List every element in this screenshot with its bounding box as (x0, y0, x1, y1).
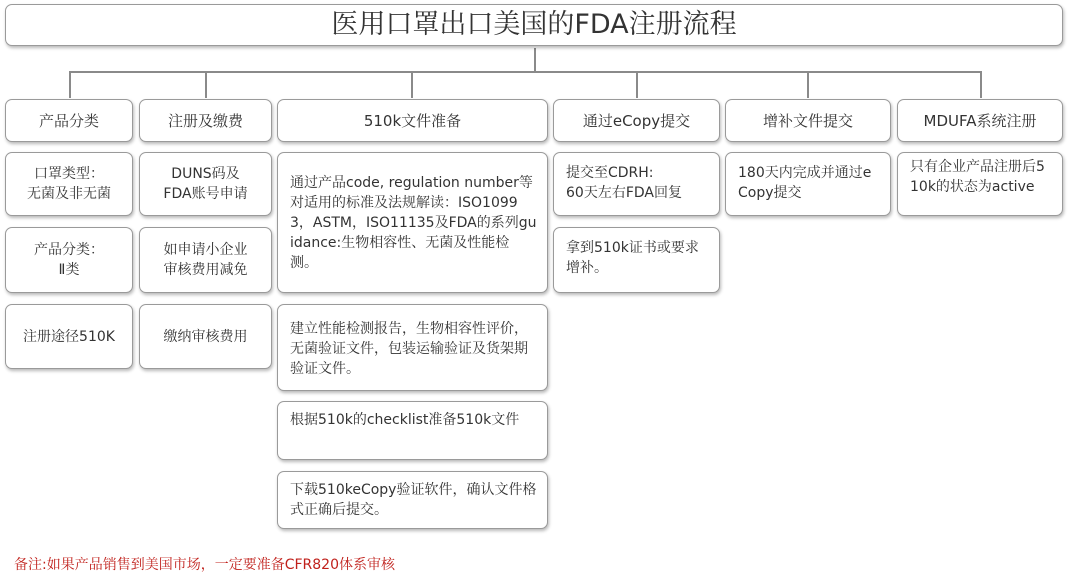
connector-drop-2 (205, 71, 207, 98)
header-registration-fee: 注册及缴费 (139, 99, 272, 142)
step-build-test-reports: 建立性能检测报告，生物相容性评价，无菌验证文件，包装运输验证及货架期验证文件。 (277, 304, 548, 391)
header-510k-doc-prep: 510k文件准备 (277, 99, 548, 142)
step-submit-cdrh: 提交至CDRH: 60天左右FDA回复 (553, 152, 720, 216)
footnote-cfr820: 备注:如果产品销售到美国市场，一定要准备CFR820体系审核 (14, 557, 395, 573)
step-active-status: 只有企业产品注册后510k的状态为active (897, 152, 1063, 216)
connector-trunk (534, 48, 536, 72)
step-checklist-prep: 根据510k的checklist准备510k文件 (277, 401, 548, 460)
connector-drop-5 (807, 71, 809, 98)
header-product-classification: 产品分类 (5, 99, 133, 142)
step-standards-interpretation: 通过产品code, regulation number等对适用的标准及法规解读：ISO10993，ASTM，ISO11135及FDA的系列guidance:生物相容性、无菌及性能检测。 (277, 152, 548, 293)
connector-drop-3 (411, 71, 413, 98)
step-product-class: 产品分类： Ⅱ类 (5, 227, 133, 293)
header-ecopy-submit: 通过eCopy提交 (553, 99, 720, 142)
header-mdufa-registration: MDUFA系统注册 (897, 99, 1063, 142)
connector-drop-6 (980, 71, 982, 98)
step-get-510k-certificate: 拿到510k证书或要求增补。 (553, 227, 720, 293)
connector-drop-1 (69, 71, 71, 98)
connector-drop-4 (636, 71, 638, 98)
diagram-title: 医用口罩出口美国的FDA注册流程 (5, 4, 1063, 46)
step-duns-fda-account: DUNS码及 FDA账号申请 (139, 152, 272, 216)
header-supplement-submit: 增补文件提交 (725, 99, 891, 142)
step-ecopy-validation: 下载510keCopy验证软件，确认文件格式正确后提交。 (277, 471, 548, 529)
step-supplement-180-days: 180天内完成并通过eCopy提交 (725, 152, 891, 216)
step-mask-type: 口罩类型： 无菌及非无菌 (5, 152, 133, 216)
step-registration-route: 注册途径510K (5, 304, 133, 369)
step-small-business-waiver: 如申请小企业 审核费用减免 (139, 227, 272, 293)
step-pay-review-fee: 缴纳审核费用 (139, 304, 272, 369)
